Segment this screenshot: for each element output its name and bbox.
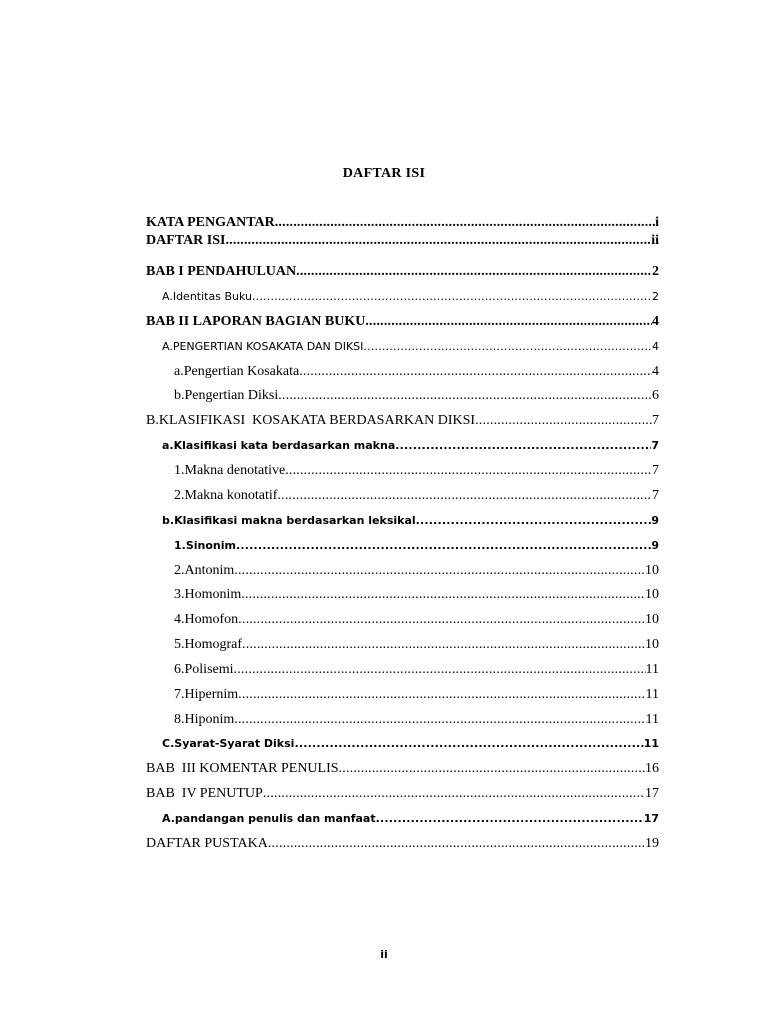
toc-leader-dots — [263, 785, 645, 803]
toc-entry — [146, 232, 659, 250]
toc-entry-number: 2. — [174, 488, 185, 503]
toc-entry-page: 2 — [652, 290, 659, 303]
toc-entry-page: 10 — [645, 637, 659, 652]
toc-entry — [174, 487, 659, 505]
toc-leader-dots — [241, 586, 645, 604]
toc-entry-page: 4 — [652, 364, 659, 379]
toc-leader-dots — [395, 437, 651, 455]
toc-entry-label: Pengertian Diksi — [184, 388, 279, 403]
toc-entry-label: Pengertian Kosakata — [183, 364, 300, 379]
toc-entry — [162, 512, 659, 530]
toc-leader-dots — [475, 412, 652, 430]
toc-entry — [174, 363, 659, 381]
toc-entry-page: 17 — [645, 786, 659, 801]
toc-entry-page: ii — [651, 233, 659, 248]
toc-entry-label: Syarat-Syarat Diksi — [174, 737, 295, 750]
toc-entry-label: Identitas Buku — [172, 290, 252, 303]
toc-entry-page: 10 — [645, 587, 659, 602]
toc-entry — [146, 760, 659, 778]
toc-entry-number: 2. — [174, 563, 185, 578]
toc-entry — [174, 661, 659, 679]
toc-entry-page: 9 — [651, 514, 659, 527]
toc-entry-label: DAFTAR PUSTAKA — [146, 836, 268, 851]
toc-entry-number: 6. — [174, 662, 185, 677]
toc-entry — [162, 810, 659, 828]
page-title: DAFTAR ISI — [342, 166, 426, 181]
toc-entry — [174, 387, 659, 405]
toc-leader-dots — [376, 810, 644, 828]
toc-entry-label: Antonim — [184, 563, 235, 578]
toc-entry-number: b. — [162, 514, 175, 527]
toc-entry-label: Hipernim — [184, 687, 239, 702]
toc-entry — [146, 412, 659, 430]
toc-leader-dots — [339, 760, 645, 778]
toc-entry-label: DAFTAR ISI — [146, 233, 226, 248]
toc-entry — [174, 562, 659, 580]
toc-entry-label: Makna konotatif — [184, 488, 278, 503]
toc-entry — [174, 586, 659, 604]
toc-leader-dots — [363, 338, 652, 356]
toc-entry-label: Homofon — [184, 612, 239, 627]
toc-entry-number: 1. — [174, 539, 186, 552]
toc-entry — [162, 288, 659, 306]
toc-entry-page: 4 — [652, 340, 659, 353]
toc-entry-label: KLASIFIKASI KOSAKATA BERDASARKAN DIKSI — [158, 413, 476, 428]
toc-entry-page: 7 — [652, 488, 659, 503]
toc-leader-dots — [285, 462, 652, 480]
toc-entry-label: Homonim — [184, 587, 242, 602]
toc-entry-page: 6 — [652, 388, 659, 403]
toc-entry — [146, 263, 659, 281]
toc-entry-label: Makna denotative — [184, 463, 286, 478]
toc-entry-label: Polisemi — [184, 662, 234, 677]
toc-entry-label: BAB II LAPORAN BAGIAN BUKU — [146, 314, 366, 329]
toc-entry-page: 11 — [645, 687, 659, 702]
toc-entry-page: 11 — [645, 662, 659, 677]
toc-entry-page: 4 — [652, 314, 659, 329]
toc-entry-label: BAB III KOMENTAR PENULIS — [146, 761, 339, 776]
toc-entry — [174, 611, 659, 629]
toc-entry-page: 19 — [645, 836, 659, 851]
toc-leader-dots — [238, 611, 645, 629]
toc-entry-label: BAB I PENDAHULUAN — [146, 264, 297, 279]
toc-leader-dots — [234, 562, 645, 580]
toc-entry-page: 7 — [652, 463, 659, 478]
toc-entry — [146, 785, 659, 803]
toc-entry-number: A. — [162, 340, 173, 353]
toc-entry — [174, 636, 659, 654]
toc-entry-number: A. — [162, 812, 175, 825]
footer-page-number: ii — [380, 948, 388, 961]
toc-entry-page: 7 — [652, 413, 659, 428]
toc-leader-dots — [278, 387, 652, 405]
toc-entry — [174, 686, 659, 704]
toc-leader-dots — [294, 735, 643, 753]
toc-entry — [174, 462, 659, 480]
toc-entry-label: pandangan penulis dan manfaat — [174, 812, 376, 825]
toc-leader-dots — [268, 835, 645, 853]
toc-entry — [146, 214, 659, 232]
toc-leader-dots — [242, 636, 645, 654]
toc-entry-label: BAB IV PENUTUP — [146, 786, 263, 801]
toc-leader-dots — [238, 686, 645, 704]
toc-entry-page: 10 — [645, 612, 659, 627]
toc-leader-dots — [234, 711, 645, 729]
toc-leader-dots — [365, 313, 652, 331]
toc-leader-dots — [236, 537, 651, 555]
toc-entry-number: 8. — [174, 712, 185, 727]
toc-entry-page: 16 — [645, 761, 659, 776]
toc-entry — [174, 537, 659, 555]
toc-leader-dots — [275, 214, 655, 232]
toc-entry-label: Hiponim — [184, 712, 235, 727]
toc-entry — [174, 711, 659, 729]
toc-entry — [146, 313, 659, 331]
toc-entry-page: 2 — [652, 264, 659, 279]
toc-entry — [162, 437, 659, 455]
toc-entry-page: 7 — [651, 439, 659, 452]
toc-entry-number: C. — [162, 737, 175, 750]
toc-leader-dots — [234, 661, 646, 679]
toc-entry-number: 5. — [174, 637, 185, 652]
toc-entry-number: 3. — [174, 587, 185, 602]
toc-entry-page: 11 — [643, 737, 659, 750]
toc-leader-dots — [225, 232, 651, 250]
toc-entry-number: a. — [174, 364, 184, 379]
toc-entry-label: Sinonim — [185, 539, 236, 552]
toc-entry-label: Klasifikasi makna berdasarkan leksikal — [174, 514, 416, 527]
toc-leader-dots — [416, 512, 652, 530]
toc-entry-number: 1. — [174, 463, 185, 478]
toc-entry-number: a. — [162, 439, 174, 452]
toc-entry-label: PENGERTIAN KOSAKATA DAN DIKSI — [172, 340, 364, 353]
toc-entry — [162, 735, 659, 753]
toc-entry-number: b. — [174, 388, 185, 403]
toc-leader-dots — [296, 263, 652, 281]
toc-leader-dots — [252, 288, 652, 306]
toc-entry-page: 11 — [645, 712, 659, 727]
toc-entry-label: Homograf — [184, 637, 243, 652]
toc-leader-dots — [299, 363, 652, 381]
toc-entry — [146, 835, 659, 853]
toc-entry-page: 9 — [651, 539, 659, 552]
toc-leader-dots — [277, 487, 652, 505]
toc-entry-page: i — [655, 215, 659, 230]
toc-entry-number: 7. — [174, 687, 185, 702]
toc-entry-page: 10 — [645, 563, 659, 578]
toc-entry-number: 4. — [174, 612, 185, 627]
toc-entry-page: 17 — [643, 812, 659, 825]
toc-entry-label: KATA PENGANTAR — [146, 215, 275, 230]
toc-entry-label: Klasifikasi kata berdasarkan makna — [173, 439, 396, 452]
toc-entry-number: A. — [162, 290, 173, 303]
toc-entry — [162, 338, 659, 356]
toc-entry-number: B. — [146, 413, 159, 428]
